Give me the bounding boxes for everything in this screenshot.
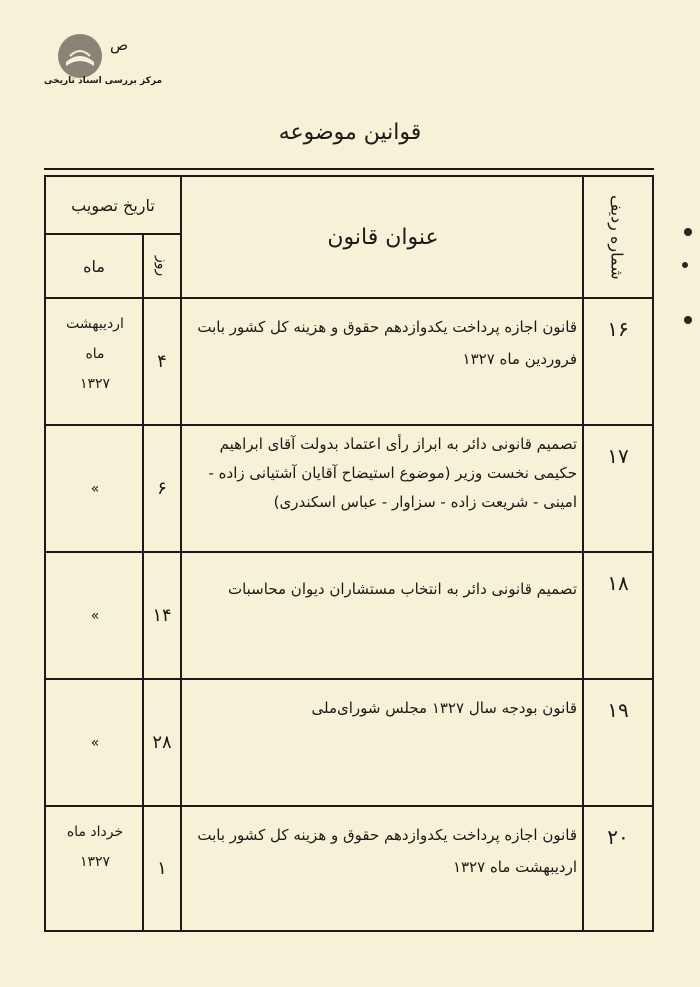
law-title: قانون اجازه پرداخت یکدوازدهم حقوق و هزینه کل کشور بابت فروردین ماه ۱۳۲۷ [197,318,577,368]
month-line: ۱۳۲۷ [79,854,111,870]
top-rule [44,168,654,170]
approval-day: ۱ [157,858,167,879]
row-number: ۱۸ [607,571,629,595]
month-line: خرداد ماه [66,824,124,840]
approval-day: ۴ [157,351,167,372]
approval-month-ditto: » [90,607,100,624]
row-number: ۲۰ [607,825,629,849]
approval-day: ۱۴ [152,605,172,626]
approval-month-ditto: » [90,480,100,497]
approval-month [48,807,142,930]
law-title: قانون اجازه پرداخت یکدوازدهم حقوق و هزینه کل کشور بابت اردیبهشت ماه ۱۳۲۷ [197,826,577,876]
approval-day: ۶ [157,478,167,499]
law-title: قانون بودجه سال ۱۳۲۷ مجلس شورای‌ملی [311,699,577,717]
header-row-number: شماره ردیف [607,194,627,280]
law-title: تصمیم قانونی دائر به انتخاب مستشاران دیوان محاسبات [227,580,577,598]
binding-hole-mark [682,262,688,268]
archive-logo-icon [56,32,104,80]
row-number: ۱۶ [607,317,629,341]
binding-hole-mark [684,228,692,236]
approval-day: ۲۸ [152,732,172,753]
header-approval-date: تاریخ تصویب [71,195,155,215]
month-line: ۱۳۲۷ [79,376,111,392]
row-number: ۱۹ [607,698,629,722]
law-title: تصمیم قانونی دائر به ابراز رأی اعتماد بدولت آقای ابراهیم حکیمی نخست وزیر (موضوع استیضاح آقایان آشتیانی زاده - امینی - شریعت زاده - سزاوار - عباس اسکندری) [208,435,577,511]
laws-table [44,177,654,930]
watermark-letter: ص [110,36,129,54]
header-law-title: عنوان قانون [327,224,439,250]
month-line: ماه [85,346,105,362]
approval-month-ditto: » [90,734,100,751]
bottom-rule [44,930,654,932]
month-line: اردیبهشت [66,316,124,332]
header-day: روز [154,255,170,277]
page-title: قوانین موضوعه [278,120,422,145]
binding-hole-mark [684,316,692,324]
watermark-text: مرکز بررسی اسناد تاریخی [44,76,163,86]
header-month: ماه [83,256,105,276]
row-number: ۱۷ [607,444,629,468]
approval-month [48,299,142,424]
